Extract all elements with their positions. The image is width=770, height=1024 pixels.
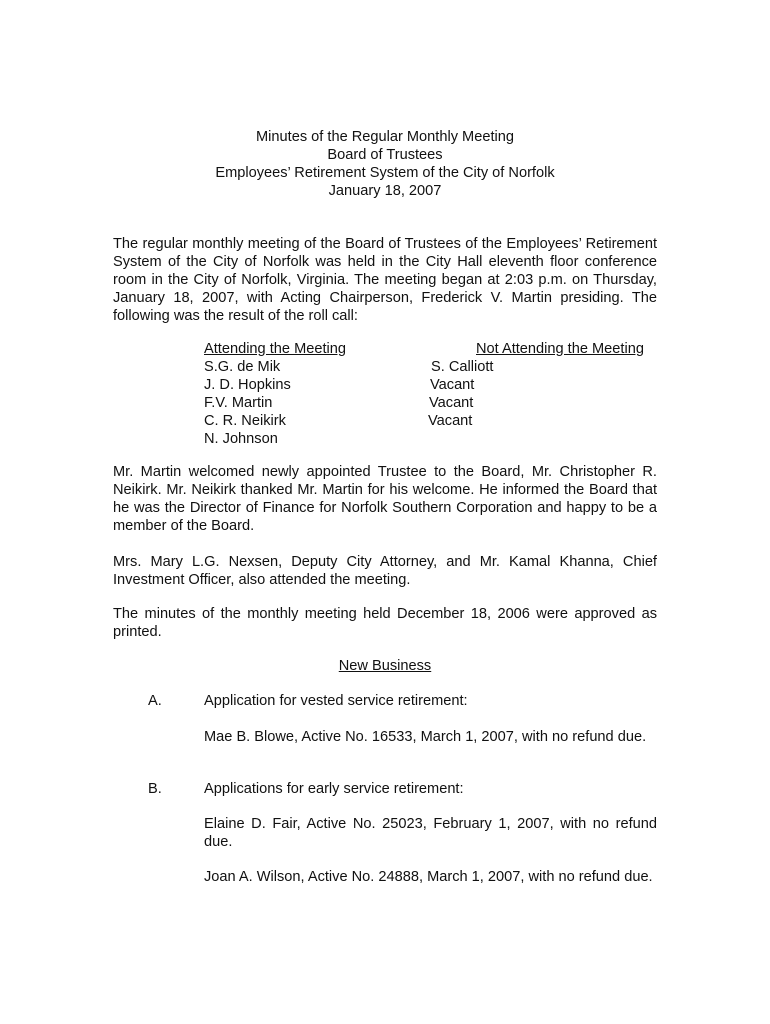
- attending-member: N. Johnson: [204, 431, 278, 447]
- item-b-title: Applications for early service retirement:: [204, 781, 464, 797]
- attending-member: C. R. Neikirk: [204, 413, 286, 429]
- item-a-entry: Mae B. Blowe, Active No. 16533, March 1, 2007, with no refund due.: [204, 729, 647, 745]
- document-header: [0, 128, 770, 200]
- attendees-paragraph: Mrs. Mary L.G. Nexsen, Deputy City Attorney, and Mr. Kamal Khanna, Chief Investment Officer, also attended the meeting.: [113, 554, 657, 588]
- attending-member: J. D. Hopkins: [204, 377, 291, 393]
- not-attending-member: Vacant: [428, 413, 473, 429]
- header-board: Board of Trustees: [327, 147, 443, 163]
- welcome-paragraph: Mr. Martin welcomed newly appointed Trustee to the Board, Mr. Christopher R. Neikirk. Mr. Neikirk thanked Mr. Martin for his welcome. He informed the Board that he was the Director of Finance for Norfolk Southern Corporation and happy to be a member of the Board.: [113, 464, 657, 534]
- item-b-letter: B.: [148, 781, 162, 797]
- item-a-letter: A.: [148, 693, 162, 709]
- header-date: January 18, 2007: [328, 183, 442, 199]
- minutes-approval-paragraph: The minutes of the monthly meeting held December 18, 2006 were approved as printed.: [113, 606, 657, 640]
- item-b-entry: Elaine D. Fair, Active No. 25023, February 1, 2007, with no refund due.: [204, 816, 657, 850]
- item-a-title: Application for vested service retirement:: [204, 693, 468, 709]
- attending-heading: Attending the Meeting: [204, 341, 346, 357]
- not-attending-heading: Not Attending the Meeting: [476, 341, 644, 357]
- not-attending-member: Vacant: [430, 377, 475, 393]
- attending-member: S.G. de Mik: [204, 359, 281, 375]
- attending-member: F.V. Martin: [204, 395, 273, 411]
- not-attending-member: Vacant: [429, 395, 474, 411]
- new-business-heading: New Business: [338, 658, 432, 674]
- intro-paragraph: The regular monthly meeting of the Board of Trustees of the Employees’ Retirement System of the City of Norfolk was held in the City Hall eleventh floor conference room in the City of Norfolk, Virginia. The meeting began at 2:03 p.m. on Thursday, January 18, 2007, with Acting Chairperson, Frederick V. Martin presiding. The following was the result of the roll call:: [113, 236, 657, 324]
- header-title: Minutes of the Regular Monthly Meeting: [256, 129, 514, 145]
- not-attending-member: S. Calliott: [431, 359, 494, 375]
- attending-list: [204, 340, 346, 448]
- item-b-entry: Joan A. Wilson, Active No. 24888, March 1, 2007, with no refund due.: [204, 869, 653, 885]
- header-organization: Employees’ Retirement System of the City of Norfolk: [215, 165, 555, 181]
